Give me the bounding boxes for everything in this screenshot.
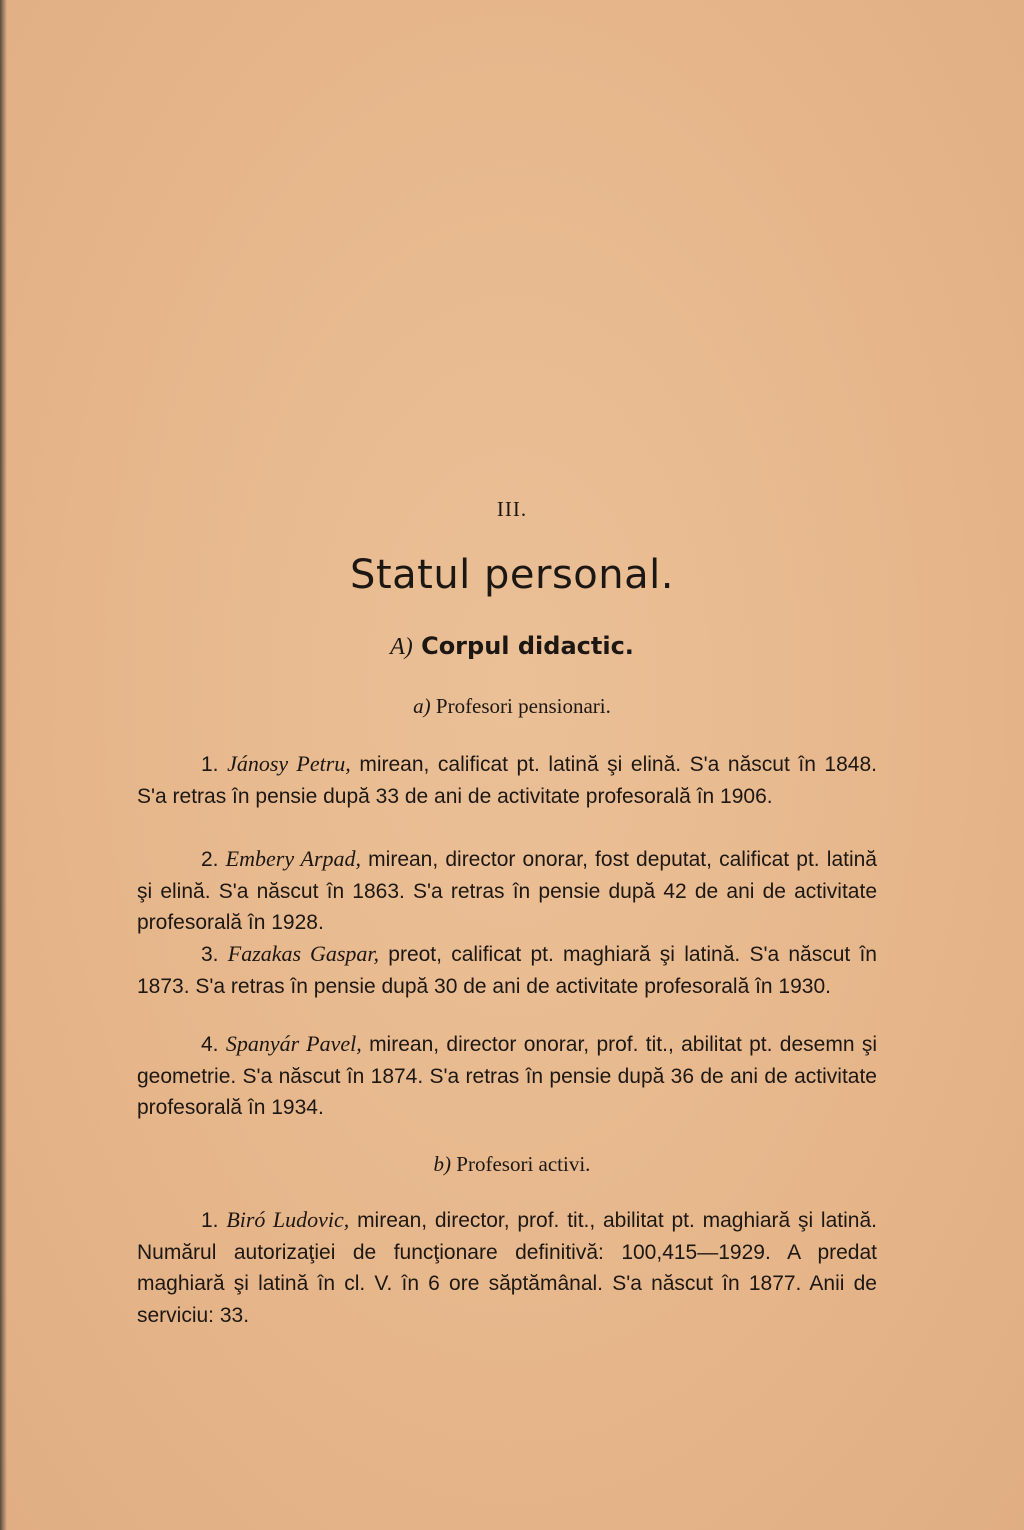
entry-number: 3. <box>201 943 219 966</box>
entry-text: mirean, director onorar, prof. tit., abilitat pt. desemn şi geometrie. S'a născut în 1874. S'a retras în pensie după 36 de ani de activitate profesorală în 1934. <box>137 1033 877 1120</box>
entry-name: Jánosy Petru, <box>227 751 351 776</box>
section-number: III. <box>496 497 528 521</box>
list-item <box>137 843 877 939</box>
page-title: Statul personal. <box>350 552 674 598</box>
entry-name: Spanyár Pavel, <box>225 1031 362 1056</box>
subsection-b-label: Profesori activi. <box>456 1152 591 1176</box>
list-item <box>137 1204 877 1331</box>
entry-number: 4. <box>201 1033 219 1056</box>
entry-name: Embery Arpad, <box>225 846 362 871</box>
subsection-b-heading <box>0 1152 1024 1177</box>
section-a-heading <box>0 632 1024 661</box>
entry-number: 1. <box>201 1209 219 1232</box>
list-item <box>137 1028 877 1124</box>
entry-name: Fazakas Gaspar, <box>227 941 380 966</box>
subsection-a-heading <box>0 694 1024 719</box>
entry-number: 1. <box>201 753 219 776</box>
entry-text: mirean, director, prof. tit., abilitat pt. maghiară şi latină. Numărul autorizaţiei de funcţionare definitivă: 100,415—1929. A predat maghiară şi latină în cl. V. în 6 ore săptămânal. S'a născut în 1877. Anii de serviciu: 33. <box>137 1209 877 1327</box>
list-item <box>137 748 877 812</box>
section-a-letter: A) <box>390 634 413 660</box>
section-a-label: Corpul didactic. <box>421 632 634 660</box>
entry-text: mirean, calificat pt. latină şi elină. S'a născut în 1848. S'a retras în pensie după 33 de ani de activitate profesorală în 1906. <box>137 753 877 808</box>
subsection-a-label: Profesori pensionari. <box>435 694 611 718</box>
list-item <box>137 938 877 1002</box>
page-binding-edge <box>0 0 7 1530</box>
subsection-b-letter: b) <box>433 1152 452 1176</box>
entry-text: preot, calificat pt. maghiară şi latină. S'a născut în 1873. S'a retras în pensie după 30 de ani de activitate profesorală în 1930. <box>137 943 877 998</box>
subsection-a-letter: a) <box>413 694 431 718</box>
entry-text: mirean, director onorar, fost deputat, calificat pt. latină şi elină. S'a născut în 1863. S'a retras în pensie după 42 de ani de activitate profesorală în 1928. <box>137 848 877 935</box>
entry-name: Biró Ludovic, <box>226 1207 350 1232</box>
entry-number: 2. <box>201 848 219 871</box>
